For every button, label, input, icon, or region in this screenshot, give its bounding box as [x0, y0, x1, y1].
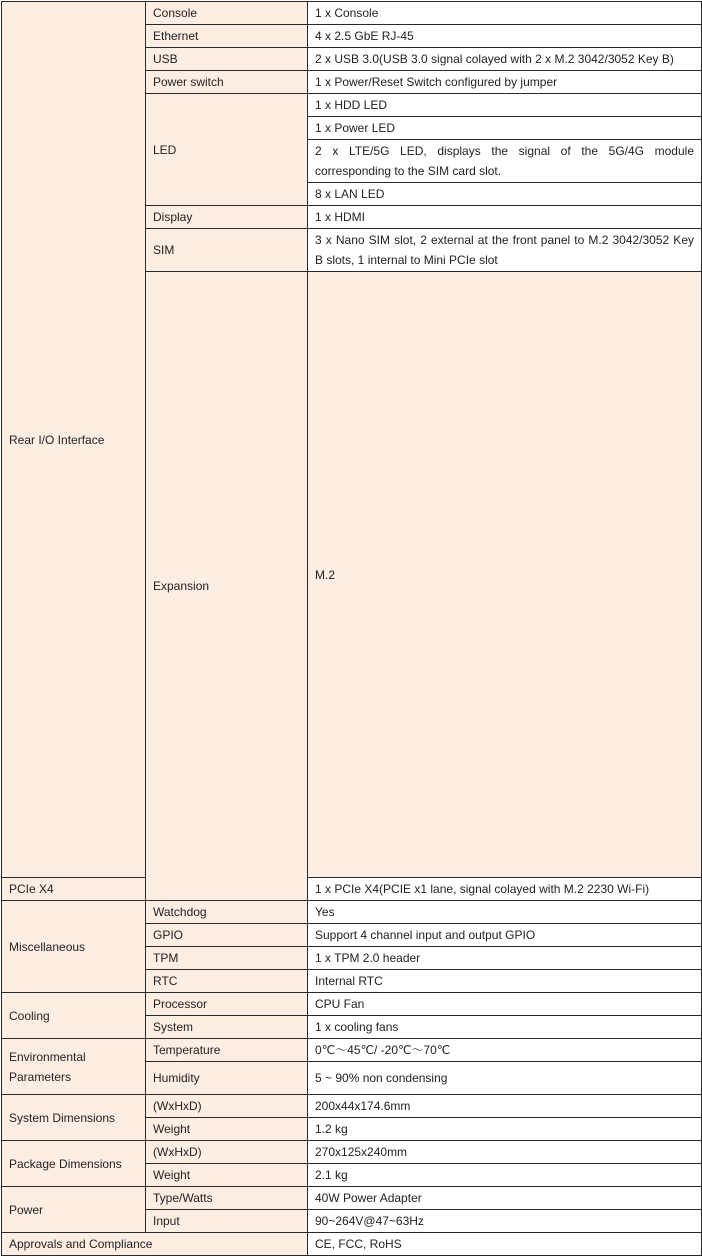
value-led-hdd: 1 x HDD LED	[308, 94, 702, 117]
value-console: 1 x Console	[308, 2, 702, 25]
label-usb: USB	[146, 48, 308, 71]
table-row	[2, 1233, 702, 1256]
table-row	[2, 1187, 702, 1210]
value-tpm: 1 x TPM 2.0 header	[308, 947, 702, 970]
value-system-weight: 1.2 kg	[308, 1118, 702, 1141]
label-gpio: GPIO	[146, 924, 308, 947]
table-row	[2, 2, 702, 25]
table-row	[2, 878, 702, 901]
value-processor: CPU Fan	[308, 993, 702, 1016]
category-misc: Miscellaneous	[2, 901, 146, 993]
label-temperature: Temperature	[146, 1039, 308, 1062]
category-approvals: Approvals and Compliance	[2, 1233, 308, 1256]
label-sim: SIM	[146, 229, 308, 272]
label-rtc: RTC	[146, 970, 308, 993]
value-power-type: 40W Power Adapter	[308, 1187, 702, 1210]
table-row	[2, 993, 702, 1016]
label-system-size: (WxHxD)	[146, 1095, 308, 1118]
label-processor: Processor	[146, 993, 308, 1016]
value-pcie: 1 x PCIe X4(PCIE x1 lane, signal colayed with M.2 2230 Wi-Fi)	[308, 878, 702, 901]
table-row	[2, 1141, 702, 1164]
value-usb: 2 x USB 3.0(USB 3.0 signal colayed with 2 x M.2 3042/3052 Key B)	[308, 48, 702, 71]
spec-table	[1, 1, 702, 1256]
value-system: 1 x cooling fans	[308, 1016, 702, 1039]
category-rear-io: Rear I/O Interface	[2, 2, 146, 878]
category-cooling: Cooling	[2, 993, 146, 1039]
value-rtc: Internal RTC	[308, 970, 702, 993]
label-console: Console	[146, 2, 308, 25]
category-package-dimensions: Package Dimensions	[2, 1141, 146, 1187]
category-environmental: Environmental Parameters	[2, 1039, 146, 1095]
label-pcie: PCIe X4	[2, 878, 146, 901]
value-led-lan: 8 x LAN LED	[308, 183, 702, 206]
label-led: LED	[146, 94, 308, 206]
table-row	[2, 901, 702, 924]
label-power-input: Input	[146, 1210, 308, 1233]
category-expansion: Expansion	[146, 272, 308, 901]
value-watchdog: Yes	[308, 901, 702, 924]
value-package-weight: 2.1 kg	[308, 1164, 702, 1187]
label-system-weight: Weight	[146, 1118, 308, 1141]
label-watchdog: Watchdog	[146, 901, 308, 924]
label-package-size: (WxHxD)	[146, 1141, 308, 1164]
label-display: Display	[146, 206, 308, 229]
value-ethernet: 4 x 2.5 GbE RJ-45	[308, 25, 702, 48]
category-power: Power	[2, 1187, 146, 1233]
value-power-switch: 1 x Power/Reset Switch configured by jumper	[308, 71, 702, 94]
label-humidity: Humidity	[146, 1062, 308, 1095]
category-system-dimensions: System Dimensions	[2, 1095, 146, 1141]
value-approvals: CE, FCC, RoHS	[308, 1233, 702, 1256]
label-system: System	[146, 1016, 308, 1039]
value-power-input: 90~264V@47~63Hz	[308, 1210, 702, 1233]
value-led-power: 1 x Power LED	[308, 117, 702, 140]
label-tpm: TPM	[146, 947, 308, 970]
table-row	[2, 1039, 702, 1062]
value-led-lte: 2 x LTE/5G LED, displays the signal of the 5G/4G module corresponding to the SIM card slot.	[308, 140, 702, 183]
label-power-type: Type/Watts	[146, 1187, 308, 1210]
value-sim: 3 x Nano SIM slot, 2 external at the front panel to M.2 3042/3052 Key B slots, 1 internal to Mini PCIe slot	[308, 229, 702, 272]
value-display: 1 x HDMI	[308, 206, 702, 229]
value-system-size: 200x44x174.6mm	[308, 1095, 702, 1118]
label-package-weight: Weight	[146, 1164, 308, 1187]
label-power-switch: Power switch	[146, 71, 308, 94]
value-temperature: 0℃～45℃/ -20℃～70℃	[308, 1039, 702, 1062]
value-gpio: Support 4 channel input and output GPIO	[308, 924, 702, 947]
value-package-size: 270x125x240mm	[308, 1141, 702, 1164]
label-m2: M.2	[308, 272, 702, 878]
table-row	[2, 1095, 702, 1118]
label-ethernet: Ethernet	[146, 25, 308, 48]
value-humidity: 5 ~ 90% non condensing	[308, 1062, 702, 1095]
